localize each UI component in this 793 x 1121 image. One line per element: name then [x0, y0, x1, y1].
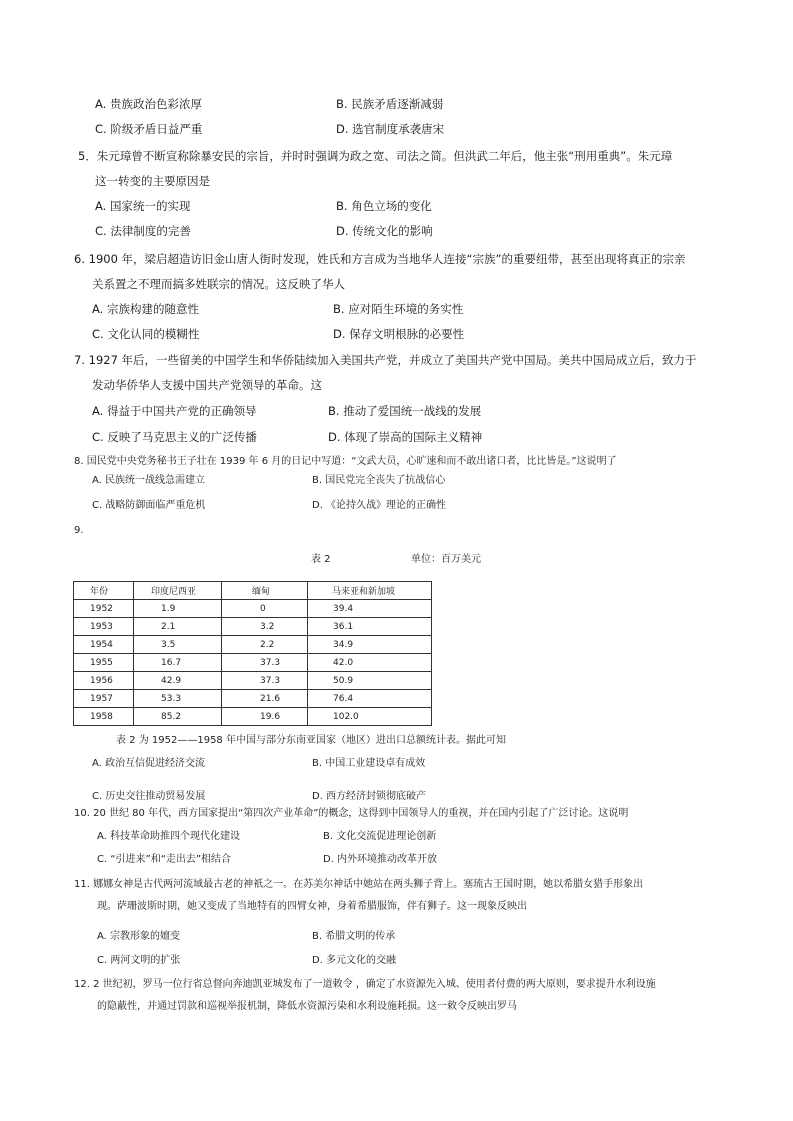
table-cell: 3.2: [222, 618, 308, 636]
table-row: [74, 654, 432, 672]
q7-option-d: D. 体现了崇高的国际主义精神: [328, 430, 483, 444]
table-cell: 39.4: [308, 600, 432, 618]
q11-stem-line1: 11. 娜娜女神是古代两河流域最古老的神祇之一。在苏美尔神话中她站在两头狮子背上。塞琉古王国时期，她以希腊女猎手形象出: [74, 879, 644, 890]
q5-option-d: D. 传统文化的影响: [336, 224, 433, 238]
table-cell: 42.9: [134, 672, 222, 690]
table-header-row: [74, 582, 432, 600]
q12-stem-line2: 的隐蔽性，并通过罚款和巡视举报机制，降低水资源污染和水利设施耗损。这一敕令反映出罗马: [97, 1001, 517, 1012]
table-cell: 36.1: [308, 618, 432, 636]
q7-stem-line1: 7. 1927 年后，一些留美的中国学生和华侨陆续加入美国共产党，并成立了美国共产党中国局。美共中国局成立后，致力于: [74, 353, 697, 367]
table-row: [74, 708, 432, 726]
q9-option-d: D. 西方经济封锁彻底破产: [312, 791, 427, 802]
q5-stem-line2: 这一转变的主要原因是: [95, 174, 210, 188]
q6-option-d: D. 保存文明根脉的必要性: [333, 327, 465, 341]
q4-option-d: D. 选官制度承袭唐宋: [336, 122, 445, 136]
q6-option-b: B. 应对陌生环境的务实性: [333, 302, 464, 316]
table-cell: 1956: [74, 672, 134, 690]
q5-option-c: C. 法律制度的完善: [95, 224, 191, 238]
q9-option-a: A. 政治互信促进经济交流: [92, 758, 206, 769]
table-cell: 21.6: [222, 690, 308, 708]
q9-option-b: B. 中国工业建设卓有成效: [312, 758, 426, 769]
table-cell: 53.3: [134, 690, 222, 708]
table-cell: 1.9: [134, 600, 222, 618]
q4-option-b: B. 民族矛盾逐渐减弱: [336, 97, 444, 111]
table-cell: 37.3: [222, 654, 308, 672]
q6-option-a: A. 宗族构建的随意性: [92, 302, 199, 316]
table-cell: 0: [222, 600, 308, 618]
table-cell: 3.5: [134, 636, 222, 654]
q8-option-b: B. 国民党完全丧失了抗战信心: [312, 475, 446, 486]
table-row: [74, 618, 432, 636]
q8-option-a: A. 民族统一战线急需建立: [92, 475, 206, 486]
q5-option-a: A. 国家统一的实现: [95, 199, 191, 213]
table-cell: 2.1: [134, 618, 222, 636]
q7-option-a: A. 得益于中国共产党的正确领导: [92, 404, 257, 418]
table-cell: 102.0: [308, 708, 432, 726]
table-cell: 34.9: [308, 636, 432, 654]
table-cell: 19.6: [222, 708, 308, 726]
q12-stem-line1: 12. 2 世纪初，罗马一位行省总督向奔迪凯亚城发布了一道敕令 ，确定了水资源先入城、使用者付费的两大原则，要求提升水利设施: [74, 979, 656, 990]
q10-option-c: C. “引进来”和“走出去”相结合: [97, 854, 232, 865]
q11-option-c: C. 两河文明的扩张: [97, 955, 181, 966]
q9-data-table: [73, 581, 432, 726]
q4-option-a: A. 贵族政治色彩浓厚: [95, 97, 202, 111]
table-row: [74, 672, 432, 690]
table-cell: 1958: [74, 708, 134, 726]
table-cell: 42.0: [308, 654, 432, 672]
table-row: [74, 636, 432, 654]
table-cell: 37.3: [222, 672, 308, 690]
q9-table-title: 表 2: [311, 554, 331, 565]
q9-option-c: C. 历史交往推动贸易发展: [92, 791, 206, 802]
q5-stem-line1: 5．朱元璋曾不断宣称除暴安民的宗旨，并时时强调为政之宽、司法之简。但洪武二年后，他主张“刑用重典”。朱元璋: [78, 149, 673, 163]
q11-stem-line2: 现。萨珊波斯时期，她又变成了当地特有的四臂女神，身着希腊服饰，伴有狮子。这一现象反映出: [97, 901, 527, 912]
table-cell: 50.9: [308, 672, 432, 690]
q11-option-b: B. 希腊文明的传承: [312, 931, 396, 942]
q11-option-d: D. 多元文化的交融: [312, 955, 397, 966]
q10-option-d: D. 内外环境推动改革开放: [323, 854, 438, 865]
table-header-cell: 缅甸: [222, 582, 308, 600]
q8-stem-line1: 8. 国民党中央党务秘书王子壮在 1939 年 6 月的日记中写道：“文武大员，心旷速和而不敢出诸口者，比比皆是。”这说明了: [74, 456, 617, 467]
q11-option-a: A. 宗教形象的嬗变: [97, 931, 181, 942]
table-header-cell: 印度尼西亚: [134, 582, 222, 600]
q9-caption: 表 2 为 1952——1958 年中国与部分东南亚国家（地区）进出口总额统计表。据此可知: [116, 735, 506, 746]
table-row: [74, 690, 432, 708]
table-row: [74, 600, 432, 618]
q9-table-unit: 单位：百万美元: [411, 554, 481, 565]
q7-option-c: C. 反映了马克思主义的广泛传播: [92, 430, 257, 444]
q9-number: 9.: [74, 525, 84, 536]
table-cell: 1952: [74, 600, 134, 618]
q8-option-c: C. 战略防御面临严重危机: [92, 500, 206, 511]
table-cell: 1953: [74, 618, 134, 636]
q10-option-a: A. 科技革命助推四个现代化建设: [97, 831, 241, 842]
table-cell: 1957: [74, 690, 134, 708]
table-cell: 1955: [74, 654, 134, 672]
table-cell: 2.2: [222, 636, 308, 654]
q7-stem-line2: 发动华侨华人支援中国共产党领导的革命。这: [92, 378, 322, 392]
q6-option-c: C. 文化认同的模糊性: [92, 327, 200, 341]
q5-option-b: B. 角色立场的变化: [336, 199, 432, 213]
q6-stem-line2: 关系置之不理而搞多姓联宗的情况。这反映了华人: [92, 277, 345, 291]
q8-option-d: D. 《论持久战》理论的正确性: [312, 500, 447, 511]
q10-stem-line1: 10. 20 世纪 80 年代，西方国家提出“第四次产业革命”的概念，这得到中国领导人的重视，并在国内引起了广泛讨论。这说明: [74, 808, 629, 819]
table-cell: 85.2: [134, 708, 222, 726]
table-cell: 16.7: [134, 654, 222, 672]
table-cell: 76.4: [308, 690, 432, 708]
table-header-cell: 马来亚和新加坡: [308, 582, 432, 600]
q7-option-b: B. 推动了爱国统一战线的发展: [328, 404, 482, 418]
table-cell: 1954: [74, 636, 134, 654]
q10-option-b: B. 文化交流促进理论创新: [323, 831, 437, 842]
table-header-cell: 年份: [74, 582, 134, 600]
q4-option-c: C. 阶级矛盾日益严重: [95, 122, 203, 136]
q6-stem-line1: 6. 1900 年，梁启超造访旧金山唐人街时发现，姓氏和方言成为当地华人连接“宗族”的重要纽带，甚至出现将真正的宗亲: [74, 252, 686, 266]
